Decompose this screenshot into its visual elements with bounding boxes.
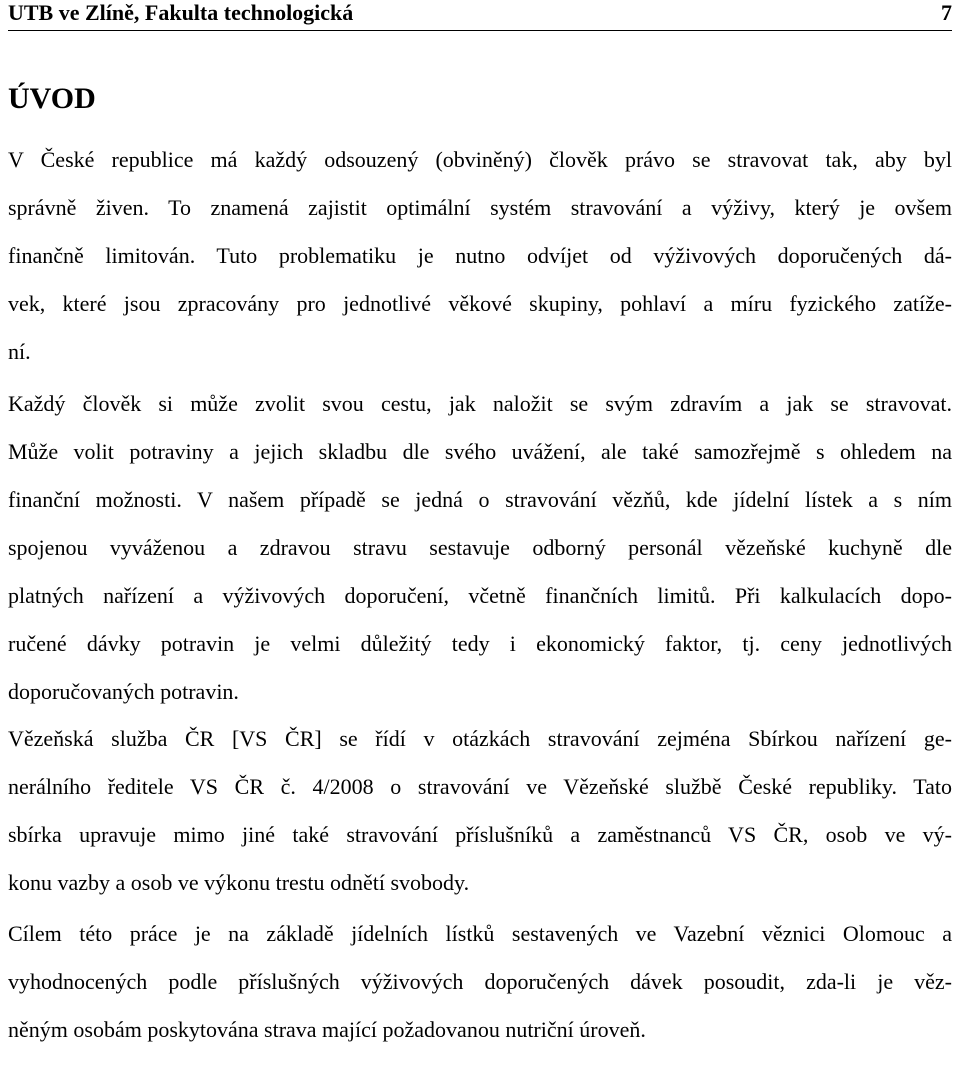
paragraph-4 (8, 921, 952, 1068)
paragraph-line: finanční možnosti. V našem případě se jedná o stravování vězňů, kde jídelní lístek a s ním (8, 487, 952, 512)
paragraph-line: Může volit potraviny a jejich skladbu dle svého uvážení, ale také samozřejmě s ohledem na (8, 439, 952, 464)
paragraph-line: vek, které jsou zpracovány pro jednotlivé věkové skupiny, pohlaví a míru fyzického zatíže- (8, 291, 952, 316)
running-header (8, 0, 952, 31)
paragraph-line: finančně limitován. Tuto problematiku je nutno odvíjet od výživových doporučených dá- (8, 243, 952, 268)
paragraph-line: sbírka upravuje mimo jiné také stravování příslušníků a zaměstnanců VS ČR, osob ve vý- (8, 822, 952, 847)
paragraph-line: platných nařízení a výživových doporučení, včetně finančních limitů. Při kalkulacích dopo- (8, 583, 952, 608)
paragraph-line: Každý člověk si může zvolit svou cestu, jak naložit se svým zdravím a jak se stravovat. (8, 391, 952, 416)
section-title: ÚVOD (8, 82, 96, 115)
paragraph-3 (8, 726, 952, 921)
paragraph-line: správně živen. To znamená zajistit optimální systém stravování a výživy, který je ovšem (8, 195, 952, 220)
paragraph-line: V České republice má každý odsouzený (obviněný) člověk právo se stravovat tak, aby byl (8, 147, 952, 172)
paragraph-line: nerálního ředitele VS ČR č. 4/2008 o stravování ve Vězeňské službě České republiky. Tato (8, 774, 952, 799)
paragraph-line: doporučovaných potravin. (8, 679, 239, 704)
header-school-name: UTB ve Zlíně, Fakulta technologická (8, 0, 354, 25)
paragraph-line: něným osobám poskytována strava mající požadovanou nutriční úroveň. (8, 1017, 646, 1042)
paragraph-line: konu vazby a osob ve výkonu trestu odnětí svobody. (8, 870, 470, 895)
paragraph-1 (8, 147, 952, 390)
paragraph-line: ní. (8, 339, 31, 364)
paragraph-line: vyhodnocených podle příslušných výživových doporučených dávek posoudit, zda-li je věz- (8, 969, 952, 994)
paragraph-line: Vězeňská služba ČR [VS ČR] se řídí v otázkách stravování zejména Sbírkou nařízení ge- (8, 726, 952, 751)
paragraph-line: ručené dávky potravin je velmi důležitý tedy i ekonomický faktor, tj. ceny jednotlivých (8, 631, 952, 656)
paragraph-2 (8, 391, 952, 730)
paragraph-line: Cílem této práce je na základě jídelních lístků sestavených ve Vazební věznici Olomouc a (8, 921, 952, 946)
page-number: 7 (941, 0, 952, 25)
paragraph-line: spojenou vyváženou a zdravou stravu sestavuje odborný personál vězeňské kuchyně dle (8, 535, 952, 560)
